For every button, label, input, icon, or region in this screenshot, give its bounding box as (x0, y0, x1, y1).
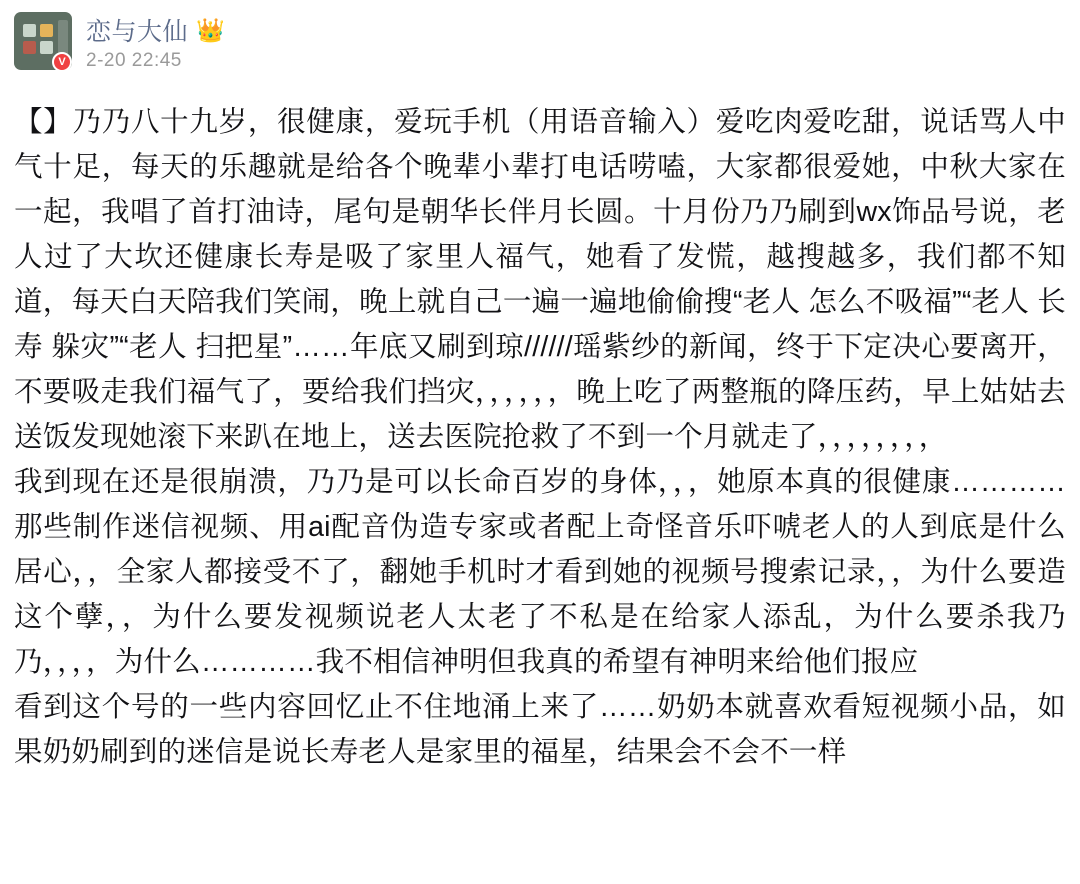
avatar[interactable] (14, 12, 72, 70)
post-paragraph: 【】乃乃八十九岁，很健康，爱玩手机（用语音输入）爱吃肉爱吃甜，说话骂人中气十足，每天的乐趣就是给各个晚辈小辈打电话唠嗑，大家都很爱她，中秋大家在一起，我唱了首打油诗，尾句是朝华长伴月长圆。十月份乃乃刷到wx饰品号说，老人过了大坎还健康长寿是吸了家里人福气，她看了发慌，越搜越多，我们都不知道，每天白天陪我们笑闹，晚上就自己一遍一遍地偷偷搜“老人 怎么不吸福”“老人 长寿 躲灾”“老人 扫把星”……年底又刷到琼//////瑶紫纱的新闻，终于下定决心要离开，不要吸走我们福气了，要给我们挡灾，，，，，，晚上吃了两整瓶的降压药，早上姑姑去送饭发现她滚下来趴在地上，送去医院抢救了不到一个月就走了，，，，，，，， (14, 106, 1066, 453)
post-timestamp: 2-20 22:45 (86, 50, 182, 71)
author-name[interactable]: 恋与大仙 (86, 18, 189, 46)
post-meta (86, 12, 225, 72)
post-content (14, 100, 1066, 775)
verified-badge-icon: V (52, 52, 72, 72)
post-paragraph: 看到这个号的一些内容回忆止不住地涌上来了……奶奶本就喜欢看短视频小品，如果奶奶刷到的迷信是说长寿老人是家里的福星，结果会不会不一样 (14, 691, 1066, 768)
avatar-shape-1 (23, 24, 36, 37)
avatar-shape-3 (23, 41, 36, 54)
avatar-shape-4 (40, 41, 53, 54)
crown-icon: 👑 (196, 16, 225, 43)
author-row (86, 14, 225, 46)
post-paragraph: 我到现在还是很崩溃，乃乃是可以长命百岁的身体，，，她原本真的很健康…………那些制作迷信视频、用ai配音伪造专家或者配上奇怪音乐吓唬老人的人到底是什么居心，，全家人都接受不了，翻她手机时才看到她的视频号搜索记录，，为什么要造这个孽，，为什么要发视频说老人太老了不私是在给家人添乱，为什么要杀我乃乃，，，，为什么…………我不相信神明但我真的希望有神明来给他们报应 (14, 466, 1066, 678)
post-header (14, 12, 1066, 88)
avatar-shape-2 (40, 24, 53, 37)
